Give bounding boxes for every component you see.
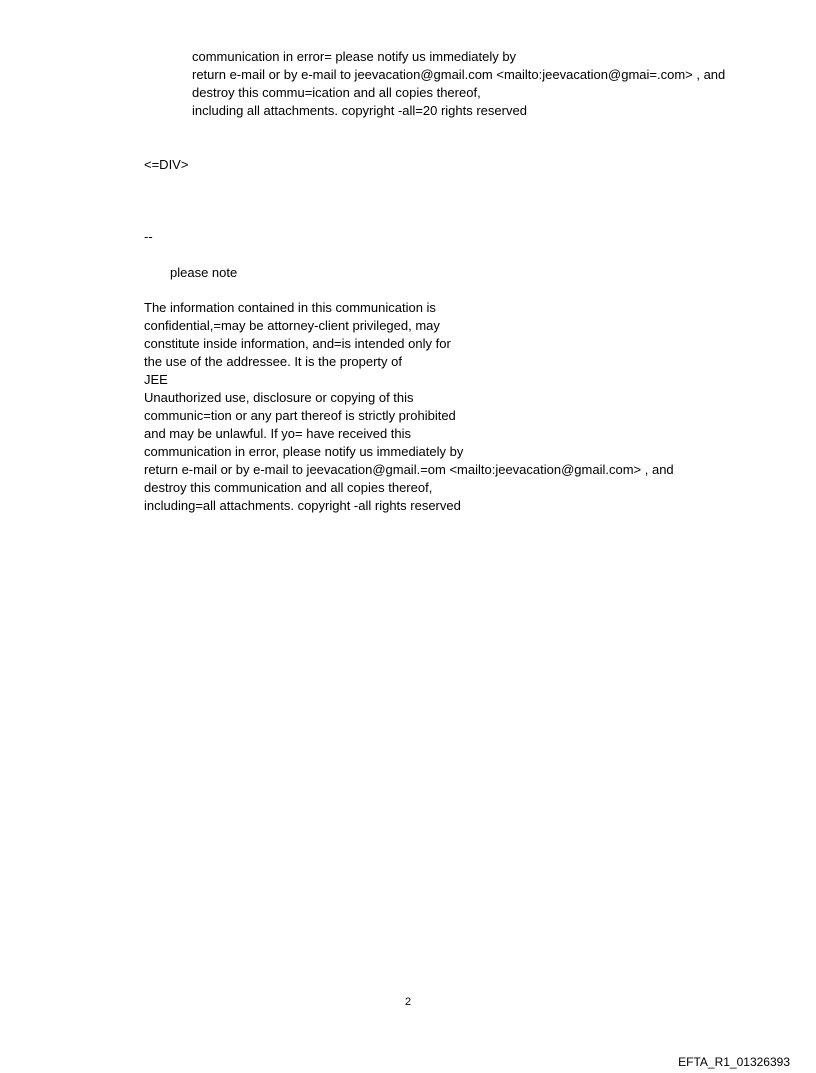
please-note-text: please note (170, 265, 238, 280)
second-block-line-6: Unauthorized use, disclosure or copying of this (144, 390, 414, 405)
second-block-line-7: communic=tion or any part thereof is strictly prohibited (144, 408, 456, 423)
page-number: 2 (404, 996, 412, 1008)
second-block-line-3: constitute inside information, and=is intended only for (144, 336, 451, 351)
second-block-line-11: destroy this communication and all copies thereof, (144, 480, 433, 495)
second-block-line-10: return e-mail or by e-mail to jeevacation@gmail.=om <mailto:jeevacation@gmail.com> , and (144, 462, 674, 477)
second-block-line-2: confidential,=may be attorney-client privileged, may (144, 318, 440, 333)
first-block-line-3: destroy this commu=ication and all copies thereof, (192, 85, 481, 100)
second-block-line-9: communication in error, please notify us immediately by (144, 444, 464, 459)
second-block-line-5: JEE (144, 372, 168, 387)
first-block-line-4: including all attachments. copyright -all=20 rights reserved (192, 103, 527, 118)
separator-text: -- (144, 229, 153, 244)
first-block-line-2: return e-mail or by e-mail to jeevacation@gmail.com <mailto:jeevacation@gmai=.com> , and (192, 67, 726, 82)
second-block-line-4: the use of the addressee. It is the property of (144, 354, 402, 369)
second-block-line-1: The information contained in this communication is (144, 300, 436, 315)
first-block-line-1: communication in error= please notify us immediately by (192, 49, 517, 64)
document-id: EFTA_R1_01326393 (678, 1055, 790, 1069)
second-block-line-8: and may be unlawful. If yo= have received this (144, 426, 412, 441)
div-tag-text: <=DIV> (144, 157, 189, 172)
second-block-line-12: including=all attachments. copyright -all rights reserved (144, 498, 461, 513)
